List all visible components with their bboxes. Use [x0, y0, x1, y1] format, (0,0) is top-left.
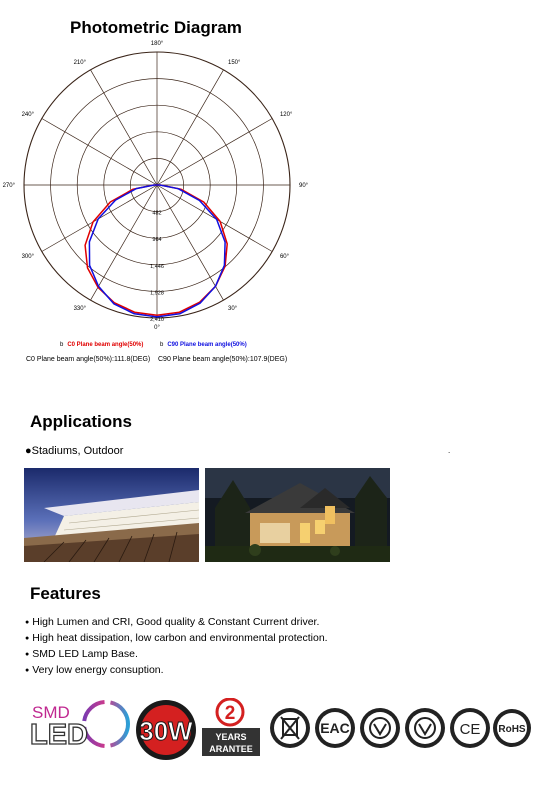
legend-c0-label: C0 Plane beam angle(50%) [67, 342, 144, 348]
beam-info-c90: C90 Plane beam angle(50%):107.9(DEG) [158, 356, 288, 363]
angle-tick-label: 60° [279, 254, 290, 260]
feature-item-2: ● High heat dissipation, low carbon and environmental protection. [25, 630, 328, 646]
legend-c90-label: C90 Plane beam angle(50%) [167, 342, 247, 348]
feature-item-1: ● High Lumen and CRI, Good quality & Constant Current driver. [25, 614, 328, 630]
angle-tick-label: 270° [2, 183, 15, 189]
legend-c90 [160, 342, 247, 348]
features-title: Features [30, 584, 101, 603]
grid-spoke [91, 70, 158, 185]
photometric-curves [85, 185, 227, 317]
features-list [25, 614, 328, 678]
feature-item-4: ● Very low energy consuption. [25, 662, 328, 678]
rohs-text: RoHS [498, 724, 526, 735]
wattage-badge [136, 700, 196, 760]
house-photo [205, 468, 390, 562]
angle-tick-label: 180° [150, 41, 164, 47]
grid-spoke [42, 119, 157, 186]
legend-c0-marker: b [60, 342, 64, 348]
angle-tick-label: 330° [73, 305, 86, 312]
angle-tick-label: 30° [228, 305, 238, 312]
svg-text:EAC: EAC [320, 720, 350, 736]
radial-tick-label: 482 [152, 210, 162, 217]
radial-tick-label: 1,446 [150, 263, 164, 270]
eac-mark-icon [315, 708, 355, 748]
angle-tick-label: 210° [73, 60, 86, 67]
applications-item: ●Stadiums, Outdoor [25, 445, 124, 457]
certification-badges [26, 698, 531, 762]
radial-tick-label: 1,928 [150, 290, 164, 297]
svg-text:CE: CE [459, 721, 481, 738]
rohs-badge [493, 709, 531, 747]
warranty-line1: YEARS [215, 732, 247, 742]
angle-tick-label: 90° [299, 183, 309, 189]
led-text: LED [30, 719, 88, 751]
safety-mark-2-icon [405, 708, 445, 748]
angle-tick-label: 300° [21, 254, 35, 260]
angle-tick-label: 0° [154, 325, 160, 330]
feature-item-3: ● SMD LED Lamp Base. [25, 646, 328, 662]
radial-tick-label: 964 [152, 237, 162, 244]
wattage-text: 30W [139, 716, 193, 746]
grid-spoke [91, 185, 158, 300]
weee-bin-icon [270, 708, 310, 748]
angle-tick-label: 120° [279, 112, 293, 118]
radial-tick-label: 2,410 [150, 317, 164, 323]
stadium-photo [24, 468, 199, 562]
beam-info-c0: C0 Plane beam angle(50%):111.8(DEG) [26, 356, 151, 363]
applications-title: Applications [30, 412, 133, 431]
grid-spoke [157, 119, 272, 186]
photometric-polar-chart [0, 40, 330, 330]
legend-c0 [60, 342, 143, 348]
smd-led-logo [30, 702, 128, 751]
angle-tick-label: 240° [21, 112, 35, 118]
ce-mark-icon [450, 708, 490, 748]
smd-text: SMD [32, 703, 70, 722]
legend-c90-marker: b [160, 342, 164, 348]
warranty-line2: ARANTEE [209, 744, 253, 754]
grid-spoke [157, 70, 224, 185]
stray-mark: . [448, 446, 451, 455]
diagram-title: Photometric Diagram [70, 18, 242, 37]
grid-spoke [157, 185, 224, 300]
warranty-badge [202, 699, 260, 756]
angle-tick-label: 150° [228, 60, 241, 67]
safety-mark-icon [360, 708, 400, 748]
warranty-number: 2 [224, 703, 236, 724]
